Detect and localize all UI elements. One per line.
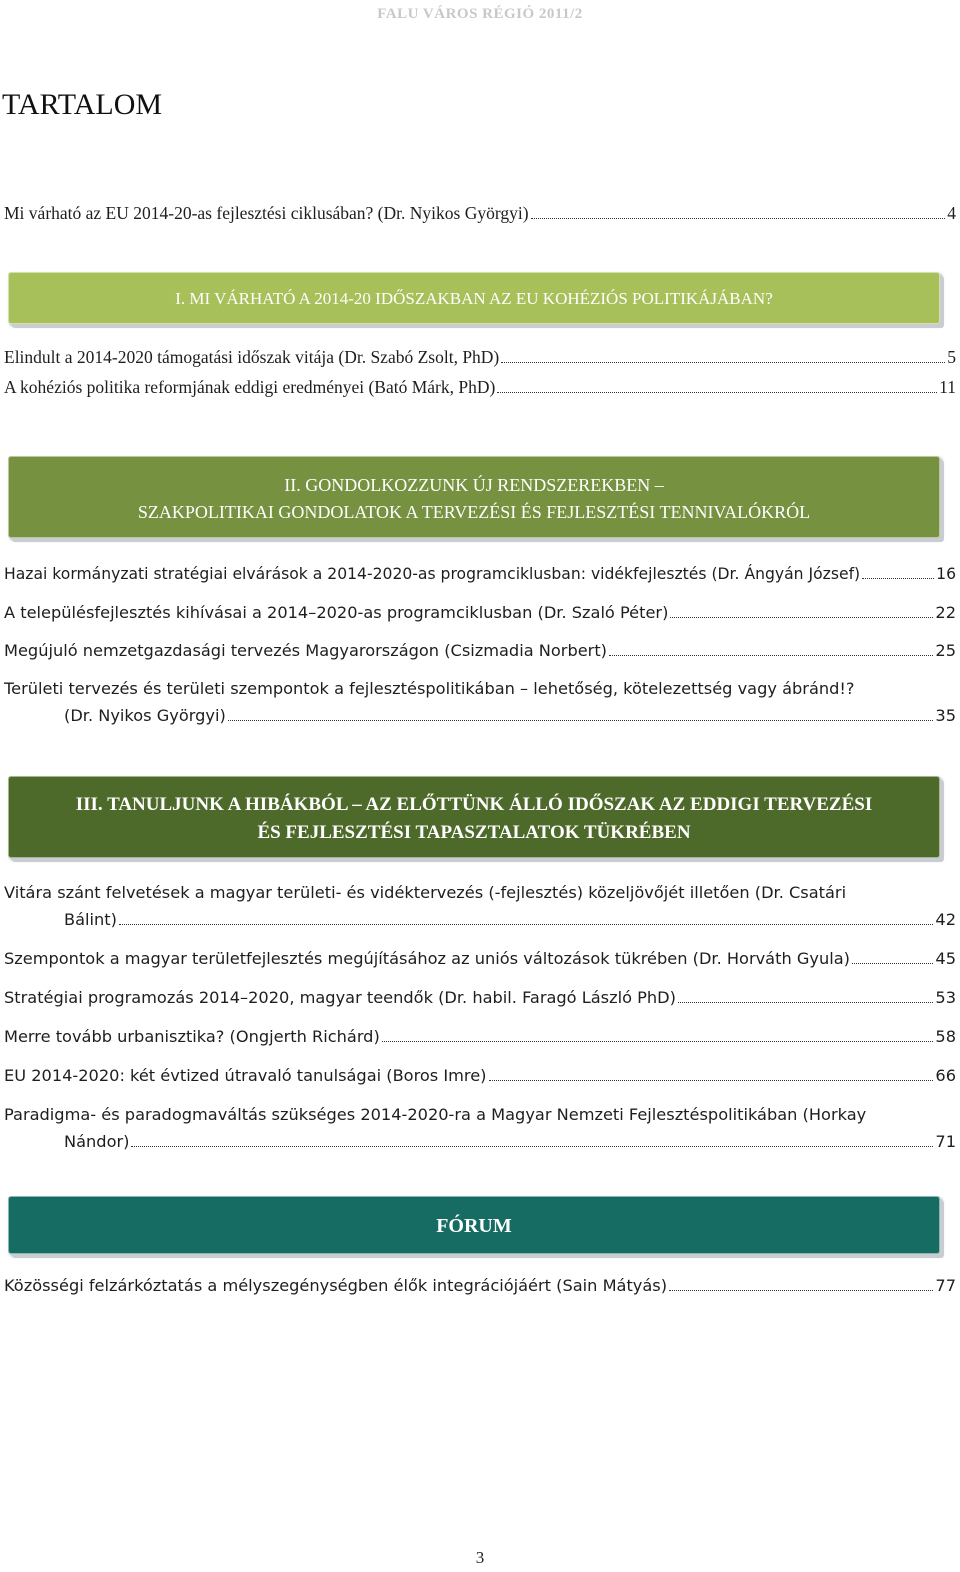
- toc-entry-multiline[interactable]: [4, 675, 956, 729]
- dot-leader: [862, 578, 934, 579]
- dot-leader: [228, 720, 934, 721]
- toc-entry-title: A településfejlesztés kihívásai a 2014–2020-as programciklusban (Dr. Szaló Péter): [4, 603, 669, 622]
- toc-entry-page: 25: [935, 641, 956, 660]
- toc-entry-title: Stratégiai programozás 2014–2020, magyar teendők (Dr. habil. Faragó László PhD): [4, 988, 676, 1007]
- page-title: TARTALOM: [2, 88, 163, 121]
- toc-entry-page: 45: [935, 949, 956, 968]
- toc-entry-continuation: [4, 906, 956, 933]
- toc-entry-title-line-1: Területi tervezés és területi szempontok a fejlesztéspolitikában – lehetőség, kötelezettség vagy ábránd!?: [4, 679, 855, 698]
- toc-entry-page: 35: [935, 706, 956, 725]
- dot-leader: [669, 1290, 933, 1291]
- section-heading-line-1: II. GONDOLKOZZUNK ÚJ RENDSZEREKBEN –: [284, 475, 664, 495]
- toc-entry-title: Merre tovább urbanisztika? (Ongjerth Richárd): [4, 1027, 380, 1046]
- dot-leader: [609, 655, 933, 656]
- page-number: 3: [475, 1548, 485, 1567]
- running-head: FALU VÁROS RÉGIÓ 2011/2: [377, 6, 583, 22]
- dot-leader: [501, 362, 945, 363]
- toc-entry[interactable]: [4, 945, 956, 972]
- toc-entry-page: 71: [935, 1132, 956, 1151]
- toc-entry[interactable]: [4, 1062, 956, 1089]
- toc-entry-page: 22: [935, 603, 956, 622]
- section-heading-4: [8, 1196, 940, 1254]
- dot-leader: [678, 1002, 933, 1003]
- toc-entry-page: 66: [935, 1066, 956, 1085]
- section-heading-text: FÓRUM: [436, 1215, 512, 1237]
- toc-entry-multiline[interactable]: [4, 879, 956, 933]
- section-heading-line-1: III. TANULJUNK A HIBÁKBÓL – AZ ELŐTTÜNK ÁLLÓ IDŐSZAK AZ EDDIGI TERVEZÉSI: [75, 794, 873, 815]
- toc-entry-multiline[interactable]: [4, 1101, 956, 1155]
- toc-entry-page: 4: [947, 203, 956, 223]
- dot-leader: [489, 1080, 934, 1081]
- toc-section-4: [4, 1272, 956, 1299]
- toc-entry[interactable]: [4, 374, 956, 401]
- dot-leader: [531, 218, 946, 219]
- toc-entry[interactable]: [4, 200, 956, 227]
- toc-entry-page: 42: [935, 910, 956, 929]
- toc-entry[interactable]: [4, 599, 956, 626]
- dot-leader: [670, 617, 933, 618]
- toc-entry-title: Megújuló nemzetgazdasági tervezés Magyarországon (Csizmadia Norbert): [4, 641, 607, 660]
- section-heading-2: [8, 456, 940, 538]
- section-heading-1: [8, 272, 940, 324]
- toc-entry-title-line-2: (Dr. Nyikos Györgyi): [64, 706, 226, 725]
- toc-entry-continuation: [4, 1128, 956, 1155]
- toc-entry[interactable]: [4, 984, 956, 1011]
- toc-entry-title: Szempontok a magyar területfejlesztés megújításához az uniós változások tükrében (Dr. Horváth Gyula): [4, 949, 850, 968]
- dot-leader: [119, 924, 933, 925]
- toc-entry-title-line-1: Paradigma- és paradogmaváltás szükséges 2014-2020-ra a Magyar Nemzeti Fejlesztéspolitikában (Horkay: [4, 1105, 867, 1124]
- toc-entry-page: 58: [935, 1027, 956, 1046]
- toc-entry-page: 16: [936, 565, 956, 583]
- toc-entry-continuation: [4, 702, 956, 729]
- toc-entry-title-line-2: Nándor): [64, 1132, 130, 1151]
- toc-entry[interactable]: [4, 637, 956, 664]
- toc-entry[interactable]: [4, 1272, 956, 1299]
- toc-section-3: [4, 879, 956, 1155]
- toc-entry[interactable]: [4, 1023, 956, 1050]
- dot-leader: [382, 1041, 934, 1042]
- toc-entry-page: 77: [935, 1276, 956, 1295]
- section-heading-text: I. MI VÁRHATÓ A 2014-20 IDŐSZAKBAN AZ EU KOHÉZIÓS POLITIKÁJÁBAN?: [175, 289, 773, 308]
- toc-entry-page: 53: [935, 988, 956, 1007]
- toc-entry-title: Hazai kormányzati stratégiai elvárások a 2014-2020-as programciklusban: vidékfejlesztés (Dr. Ángyán József): [4, 565, 861, 583]
- toc-entry-title: Közösségi felzárkóztatás a mélyszegénységben élők integrációjáért (Sain Mátyás): [4, 1276, 668, 1295]
- section-heading-line-2: ÉS FEJLESZTÉSI TAPASZTALATOK TÜKRÉBEN: [257, 822, 691, 843]
- dot-leader: [852, 963, 933, 964]
- toc-section-2b: [4, 599, 956, 729]
- toc-entry-title: Elindult a 2014-2020 támogatási időszak vitája (Dr. Szabó Zsolt, PhD): [4, 347, 500, 367]
- section-heading-3: [8, 776, 940, 858]
- toc-entry[interactable]: [4, 561, 956, 588]
- dot-leader: [497, 392, 937, 393]
- toc-entry-title: EU 2014-2020: két évtized útravaló tanulságai (Boros Imre): [4, 1066, 487, 1085]
- toc-entry-page: 5: [947, 347, 956, 367]
- toc-intro: [4, 200, 956, 227]
- dot-leader: [131, 1146, 933, 1147]
- toc-entry-title: Mi várható az EU 2014-20-as fejlesztési ciklusában? (Dr. Nyikos Györgyi): [4, 203, 529, 223]
- toc-section-1: [4, 344, 956, 401]
- section-heading-line-2: SZAKPOLITIKAI GONDOLATOK A TERVEZÉSI ÉS FEJLESZTÉSI TENNIVALÓKRÓL: [137, 502, 811, 522]
- toc-entry[interactable]: [4, 344, 956, 371]
- toc-entry-page: 11: [939, 377, 956, 397]
- toc-entry-title-line-1: Vitára szánt felvetések a magyar területi- és vidéktervezés (-fejlesztés) közeljövőjét illetően (Dr. Csatári: [4, 883, 847, 902]
- toc-entry-title-line-2: Bálint): [64, 910, 117, 929]
- toc-entry-title: A kohéziós politika reformjának eddigi eredményei (Bató Márk, PhD): [4, 377, 496, 397]
- toc-section-2: [4, 561, 956, 588]
